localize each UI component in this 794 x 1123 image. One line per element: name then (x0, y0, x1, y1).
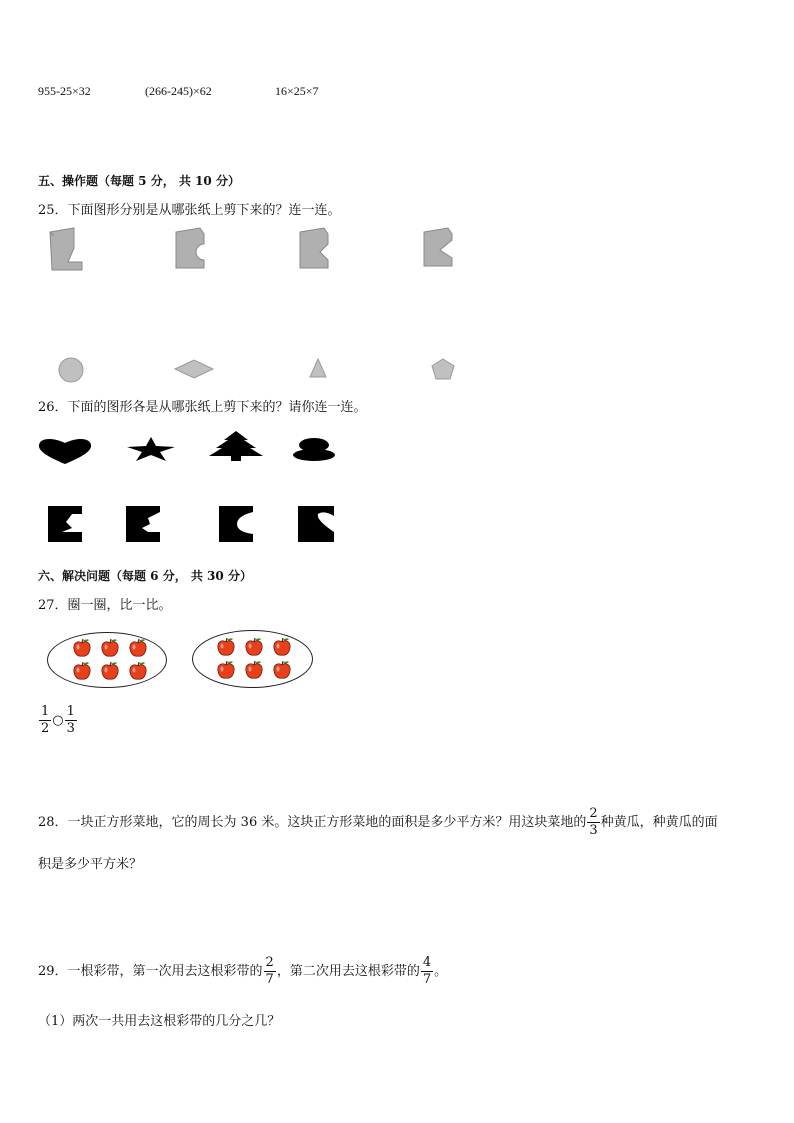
black-paper-3[interactable] (219, 506, 253, 542)
folded-paper-2[interactable] (174, 226, 210, 272)
circle-shape[interactable] (58, 357, 84, 383)
question-28-line2: 积是多少平方米？ (38, 857, 143, 872)
star-shape[interactable] (126, 436, 176, 462)
question-29: 29．一根彩带，第一次用去这根彩带的 $\frac{2}{7}$ ，第二次用去这根彩带的 $\frac{4}{7}$ 。 (38, 955, 448, 987)
apple-icon (244, 660, 264, 680)
fraction-two-sevenths: $\frac{2}{7}$ (265, 955, 274, 987)
question-27: 27．圈一圈，比一比。 (38, 598, 172, 613)
fraction-one-third: $\frac{1}{3}$ (66, 704, 75, 736)
calc-item-1: 955-25×32 (38, 84, 91, 98)
question-29-sub1: （1）两次一共用去这根彩带的几分之几？ (38, 1014, 281, 1029)
black-paper-1[interactable] (48, 506, 82, 542)
question-28: 28．一块正方形菜地，它的周长为 36 米。这块正方形菜地的面积是多少平方米？用这块菜地的 $\frac{2}{3}$ 种黄瓜，种黄瓜的面 (38, 806, 718, 838)
question-26: 26．下面的图形各是从哪张纸上剪下来的？请你连一连。 (38, 400, 367, 415)
apple-icon (244, 637, 264, 657)
fraction-one-half: $\frac{1}{2}$ (41, 704, 50, 736)
apple-icon (72, 661, 92, 681)
fraction-two-thirds: $\frac{2}{3}$ (589, 806, 598, 838)
fraction-four-sevenths: $\frac{4}{7}$ (422, 955, 432, 987)
apple-icon (272, 660, 292, 680)
apple-icon (272, 637, 292, 657)
tree-shape[interactable] (208, 430, 264, 462)
triangle-shape[interactable] (309, 358, 327, 378)
pentagon-shape[interactable] (431, 358, 455, 380)
apple-icon (128, 661, 148, 681)
section-6-heading: 六、解决问题（每题 6 分， 共 30 分） (38, 569, 252, 583)
question-25: 25．下面图形分别是从哪张纸上剪下来的？连一连。 (38, 203, 341, 218)
section-5-heading: 五、操作题（每题 5 分， 共 10 分） (38, 174, 240, 188)
black-paper-2[interactable] (126, 506, 160, 542)
apple-icon (216, 660, 236, 680)
black-paper-4[interactable] (298, 506, 334, 542)
apple-icon (72, 638, 92, 658)
heart-shape[interactable] (38, 437, 92, 465)
mushroom-shape[interactable] (292, 436, 336, 462)
folded-paper-4[interactable] (422, 226, 458, 272)
calc-item-2: (266-245)×62 (145, 84, 212, 98)
apple-icon (100, 661, 120, 681)
rhombus-shape[interactable] (174, 359, 214, 379)
folded-paper-3[interactable] (298, 226, 334, 272)
calc-item-3: 16×25×7 (275, 84, 319, 98)
fraction-comparison (38, 704, 78, 737)
apple-icon (216, 637, 236, 657)
compare-circle[interactable]: ○ (52, 713, 64, 728)
apple-icon (128, 638, 148, 658)
apple-icon (100, 638, 120, 658)
folded-paper-1[interactable] (48, 226, 84, 272)
